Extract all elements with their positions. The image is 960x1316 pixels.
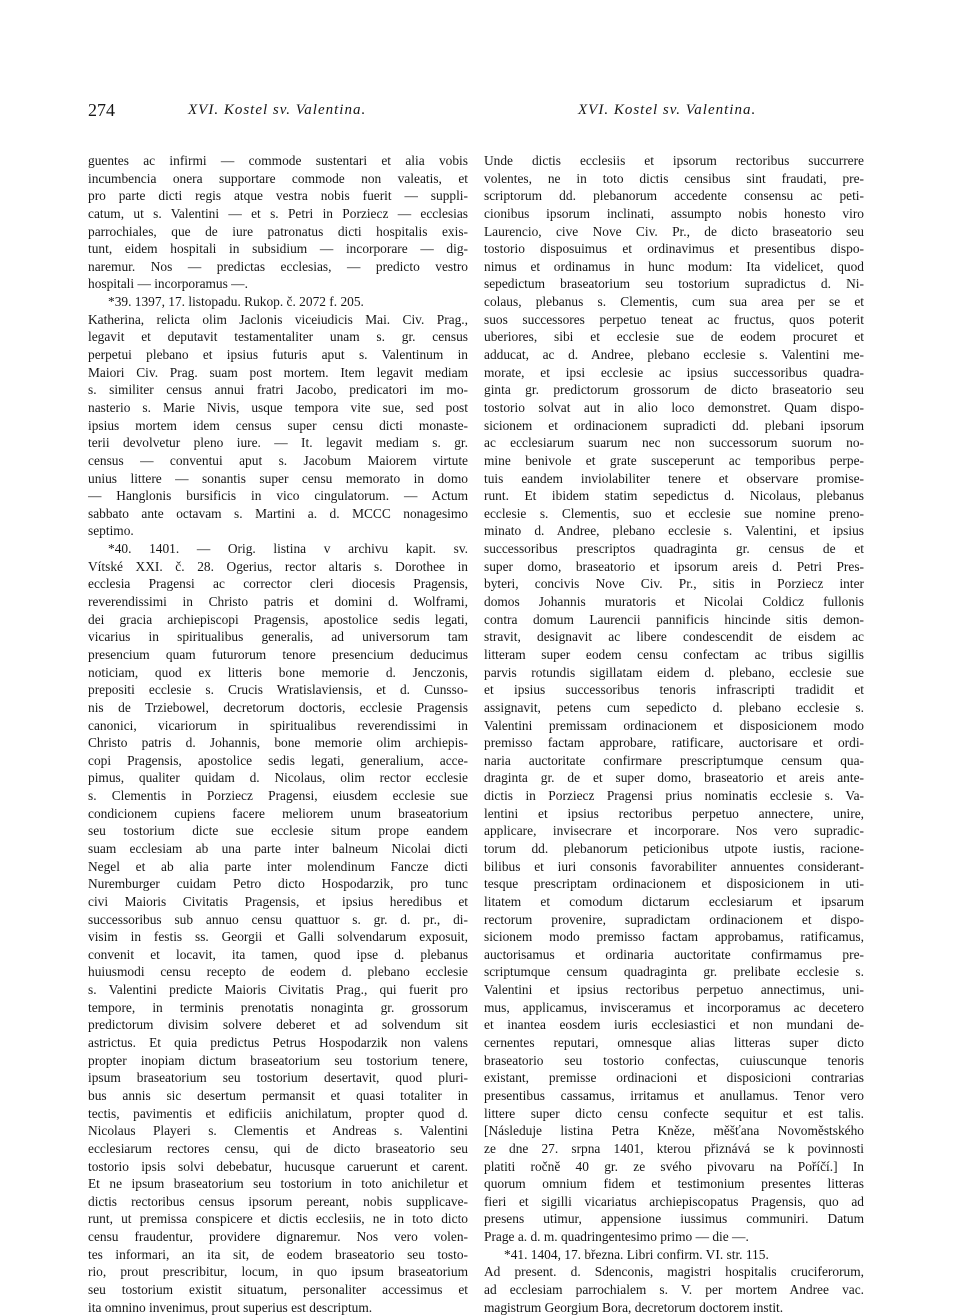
text-line: astrictus. Et quia predictus Petrus Hospodarzik non valens bbox=[88, 1035, 468, 1051]
text-line: lentini et ipsius rectoribus perpetuo annectere, unire, bbox=[484, 805, 864, 821]
text-line: minato d. Andree, plebano ecclesie s. Valentini, et ipsius bbox=[484, 523, 864, 539]
text-line: Vítské XXI. č. 28. Ogerius, rector altaris s. Dorothee in bbox=[88, 558, 468, 574]
text-line: nimus et ordinamus in hunc modum: Ita videlicet, quod bbox=[484, 258, 864, 274]
text-line: hospitali — incorporamus —. bbox=[88, 276, 248, 292]
text-line: platiti ročně 40 gr. ze svého pivovaru na Poříčí.] In bbox=[484, 1158, 864, 1174]
text-line: stravit, designavit ac libere condescendit de eisdem ac bbox=[484, 629, 864, 645]
page-number: 274 bbox=[88, 100, 115, 120]
text-line: civi Maioris Civitatis Pragensis, et ipsius heredibus et bbox=[88, 893, 468, 909]
text-line: pimus, qualiter quidam d. Nicolaus, olim rector ecclesie bbox=[88, 770, 468, 786]
text-line: [Následuje listina Petra Kněze, měšťana Novoměstského bbox=[484, 1123, 864, 1139]
text-line: bus annis sic desertum permansit et quasi totaliter in bbox=[88, 1087, 468, 1103]
text-line: Ad present. d. Sdenconis, magistri hospitalis cruciferorum, bbox=[484, 1264, 864, 1280]
text-line: runt. Et ibidem statim sepedictus d. Nicolaus, plebanus bbox=[484, 488, 864, 504]
text-line: dei gracia archiepiscopi Pragensis, apostolice sedis legati, bbox=[88, 611, 468, 627]
text-line: census — conventui aput s. Jacobum Maiorem virtute bbox=[88, 452, 468, 468]
text-line: Valentini premissam ordinacionem et disposicionem modo bbox=[484, 717, 864, 733]
text-line: huiusmodi censu recepto de eodem d. plebano ecclesie bbox=[88, 964, 468, 980]
text-line: tostorio solvat aut in alio loco demonstret. Quam dispo- bbox=[484, 399, 864, 415]
text-line: ecclesie s. Clementis, suo et ecclesie sue nomine preno- bbox=[484, 505, 864, 521]
text-line: litteram super eodem censu confectam ac tribus sigillis bbox=[484, 646, 864, 662]
text-line: Nuremburger cuidam Petro dicto Hospodarzik, pro tunc bbox=[88, 876, 468, 892]
text-line: ipsius mortem idem census super censu dicti monaste- bbox=[88, 417, 468, 433]
text-line: tostorio ipsis solvi debebatur, hucusque caruerunt et carent. bbox=[88, 1158, 468, 1174]
text-line: convenit et locavit, ita tamen, quod ipse d. plebanus bbox=[88, 946, 468, 962]
text-line: littere super dicto censu confecte sequitur et est talis. bbox=[484, 1105, 864, 1121]
text-line: mine benivole et grate susceperunt ac temporibus perpe- bbox=[484, 452, 864, 468]
right-text-column bbox=[484, 152, 864, 1316]
text-line: predictorum divisim solvere deberet et ad solvendum sit bbox=[88, 1017, 468, 1033]
text-line: ecclesia Pragensi ac corrector cleri diocesis Pragensis, bbox=[88, 576, 468, 592]
text-line: nasterio s. Marie Nivis, usque tempora vite sue, sed post bbox=[88, 399, 468, 415]
text-line: guentes ac infirmi — commode sustentari et alia vobis bbox=[88, 153, 468, 168]
text-line: s. similiter census annui fratri Jacobo, predicatori im mo- bbox=[88, 382, 468, 398]
text-line: rectorum provenire, supradictam ordinacionem et dispo- bbox=[484, 911, 864, 927]
text-line: presens utimur, appensione iussimus communiri. Datum bbox=[484, 1211, 864, 1227]
text-line: — Hanglonis bursificis in vico cingulatorum. — Actum bbox=[88, 488, 468, 504]
text-line: litatem et comodum dictarum ecclesiarum et ipsarum bbox=[484, 893, 864, 909]
text-line: Laurencio, cive Nove Civ. Pr., de dicto braseatorio seu bbox=[484, 223, 864, 239]
text-line: terii devolvetur pleno iure. — It. legavit mediam s. gr. bbox=[88, 435, 468, 451]
text-line: braseatorio seu tostorio confectas, cuiuscunque tenoris bbox=[484, 1052, 864, 1068]
text-line: seu tostorium dicte sue ecclesie situm prope eandem bbox=[88, 823, 468, 839]
text-line: parvis rotundis sigillatam eidem d. plebano, ecclesie sue bbox=[484, 664, 864, 680]
text-line: s. Clementis in Porziecz Pragensi, eiusdem ecclesie sue bbox=[88, 788, 468, 804]
text-line: volentes, ne in toto dictis censibus sint fraudati, pre- bbox=[484, 170, 864, 186]
text-line: copi Pragensis, apostolice sedis legati, generalium, acce- bbox=[88, 752, 468, 768]
text-line: bilibus et iuri consonis favorabiliter annuentes considerant- bbox=[484, 858, 864, 874]
text-line: et ipsius successoribus tenoris infrascripti tradidit et bbox=[484, 682, 864, 698]
text-line: magistrum Georgium Bora, decretorum doctorem instit. bbox=[484, 1299, 784, 1315]
text-line: morate, et ipsi ecclesie ac ipsius successoribus quadra- bbox=[484, 364, 864, 380]
text-line: auctorisamus et ordinaria auctoritate confirmamus pre- bbox=[484, 946, 864, 962]
left-text-column bbox=[88, 152, 468, 1316]
text-line: ac ecclesiarum suarum nec non successorum suorum no- bbox=[484, 435, 864, 451]
text-line: ita omnino invenimus, prout superius est descriptum. bbox=[88, 1299, 373, 1315]
text-line: sicionem modo premisso factam approbamus, ratificamus, bbox=[484, 929, 864, 945]
text-line: ipsum braseatorium seu tostorium desertavit, quod pluri- bbox=[88, 1070, 468, 1086]
text-line: tesque prescriptam ordinacionem et disposicionem in uti- bbox=[484, 876, 864, 892]
text-line: ad ecclesiam parrochialem s. V. per mortem Andree vac. bbox=[484, 1282, 864, 1297]
text-line: catum, ut s. Valentini — et s. Petri in Porziecz — ecclesias bbox=[88, 205, 468, 221]
text-line: legavit et deputavit testamentaliter unam s. gr. census bbox=[88, 329, 468, 345]
text-line: draginta gr. de et super domo, braseatorio et areis ante- bbox=[484, 770, 864, 786]
text-line: existant, premisse ordinacioni et disposicioni contrarias bbox=[484, 1070, 864, 1086]
text-line: sicionem et ordinacionem supradicti dd. plebani ipsorum bbox=[484, 417, 864, 433]
text-line: scriptumque censum quadraginta gr. prelibate ecclesie s. bbox=[484, 964, 864, 980]
text-line: runt, ut premissa conspicere et dictis ecclesiis, ne in toto dicto bbox=[88, 1211, 468, 1227]
text-line: tectis, pavimentis et edificiis anichilatum, propter quod d. bbox=[88, 1105, 468, 1121]
text-line: *40. 1401. — Orig. listina v archivu kapit. sv. bbox=[108, 541, 468, 557]
text-line: parrochiales, que de iure patronatus dicti hospitalis exis- bbox=[88, 223, 468, 239]
text-line: applicare, invisecrare et incorporare. Nos vero supradic- bbox=[484, 823, 864, 839]
text-line: naremur. Nos — predictas ecclesias, — predicto vestro bbox=[88, 258, 468, 274]
text-line: contra domum Laurencii pannificis hincinde sitis demon- bbox=[484, 611, 864, 627]
text-line: *41. 1404, 17. března. Libri confirm. VI. str. 115. bbox=[504, 1246, 769, 1262]
text-line: suos successores perpetuo teneat ac fructus, quos poterit bbox=[484, 311, 864, 327]
text-line: visim in festis ss. Georgii et Galli solvendarum exposuit, bbox=[88, 929, 468, 945]
text-line: ecclesiarum rectores censu, qui de dicto braseatorio seu bbox=[88, 1140, 468, 1156]
text-line: sepedictum braseatorium seu tostorium supradictus d. Ni- bbox=[484, 276, 864, 292]
text-line: reverendissimi in Christo patris et domini d. Wolframi, bbox=[88, 594, 468, 610]
text-line: tuis eandem inviolabiliter tenere et observare promise- bbox=[484, 470, 864, 486]
text-line: Prage a. d. m. quadringentesimo primo — die —. bbox=[484, 1229, 749, 1245]
text-line: et inantea eosdem iuris ecclesiastici et non mundani de- bbox=[484, 1017, 864, 1033]
text-line: cernentes reputari, omnesque alias litteras super dicto bbox=[484, 1035, 864, 1051]
text-line: colaus, plebanus s. Clementis, cum sua area per se et bbox=[484, 294, 864, 310]
text-line: septimo. bbox=[88, 523, 134, 539]
text-line: domos Johannis muratoris et Nicolai Coldicz fullonis bbox=[484, 594, 864, 610]
text-line: uberiores, sibi et ecclesie sue de eodem procuret et bbox=[484, 329, 864, 345]
text-line: Maiori Civ. Prag. suam post mortem. Item legavit mediam bbox=[88, 364, 468, 380]
text-line: byteri, concivis Nove Civ. Pr., sitis in Porziecz inter bbox=[484, 576, 864, 592]
text-line: quorum omnium fidem et testimonium presentes litteras bbox=[484, 1176, 864, 1192]
page-header bbox=[88, 100, 888, 130]
text-line: mus, applicamus, invisceramus et incorporamus ac decetero bbox=[484, 999, 864, 1015]
text-line: tempore, in terminis prenotatis nonaginta gr. grossorum bbox=[88, 999, 468, 1015]
text-line: rio, prout prescribitur, locum, in quo ipsum braseatorium bbox=[88, 1264, 468, 1280]
text-line: canonici, vicariorum in spiritualibus reverendissimi in bbox=[88, 717, 468, 733]
text-line: sabbato ante octavam s. Martini a. d. MCCC nonagesimo bbox=[88, 505, 468, 521]
text-line: adducat, ac d. Andree, plebano ecclesie s. Valentini me- bbox=[484, 347, 864, 363]
text-line: premisso factam approbare, ratificare, auctorisare et ordi- bbox=[484, 735, 864, 751]
text-line: suam ecclesiam ab una parte inter balneum Nicolai dicti bbox=[88, 840, 468, 856]
text-line: Unde dictis ecclesiis et ipsorum rectoribus succurrere bbox=[484, 153, 864, 168]
text-line: tes informari, an ita sit, de eodem braseatorio seu tosto- bbox=[88, 1246, 468, 1262]
text-line: presencium quam futurorum tenore presencium deducimus bbox=[88, 646, 468, 662]
text-line: dictis rectoribus census ipsorum pereant, nobis supplicave- bbox=[88, 1193, 468, 1209]
text-line: Nicolaus Playeri s. Clementis et Andreas s. Valentini bbox=[88, 1123, 468, 1139]
text-line: prepositi ecclesie s. Crucis Wratislaviensis, et d. Cunsso- bbox=[88, 682, 468, 698]
text-line: *39. 1397, 17. listopadu. Rukop. č. 2072 f. 205. bbox=[108, 294, 364, 310]
text-line: censu fraudentur, providere dignaremur. Nos vero volen- bbox=[88, 1229, 468, 1245]
text-line: noticiam, quod ex litteris bone memorie d. Jenczonis, bbox=[88, 664, 468, 680]
text-line: presentibus cassamus, irritamus et anullamus. Tenor vero bbox=[484, 1087, 864, 1103]
text-line: cionibus ipsorum inclinati, assumpto nobis honesto viro bbox=[484, 205, 864, 221]
text-line: vicarius in spiritualibus generalis, ad universorum tam bbox=[88, 629, 468, 645]
text-line: tostorio disposuimus et ordinavimus et presentibus dispo- bbox=[484, 241, 864, 257]
text-line: torum dd. plebanorum peticionibus utpote iustis, racione- bbox=[484, 840, 864, 856]
text-line: unius littere — sonantis super censu memorato in domo bbox=[88, 470, 468, 486]
text-line: fieri et sigilli vicariatus archiepiscopatus Pragensis, quo ad bbox=[484, 1193, 864, 1209]
text-line: seu tostorium existit situatum, personaliter accessimus et bbox=[88, 1282, 468, 1297]
running-head-right: XVI. Kostel sv. Valentina. bbox=[578, 102, 757, 118]
text-line: condicionem cupiens facere meliorem unum braseatorium bbox=[88, 805, 468, 821]
text-line: scriptorum dd. plebanorum accedente consensu ac peti- bbox=[484, 188, 864, 204]
text-line: assignavit, petens cum sepedicto d. plebano ecclesie s. bbox=[484, 699, 864, 715]
text-line: s. Valentini predicte Maioris Civitatis Prag., qui fuerit pro bbox=[88, 982, 468, 998]
text-line: Valentini et ipsius rectoribus perpetuo annectimus, uni- bbox=[484, 982, 864, 998]
text-line: naria auctoritate confirmare prescriptumque censum qua- bbox=[484, 752, 864, 768]
text-line: tunt, eidem hospitali in subsidium — incorporare — dig- bbox=[88, 241, 468, 257]
text-line: nis de Trziebowel, decretorum doctoris, ecclesie Pragensis bbox=[88, 699, 468, 715]
text-line: Katherina, relicta olim Jaclonis viceiudicis Mai. Civ. Prag., bbox=[88, 311, 468, 327]
text-line: super domo, braseatorio et ipsorum areis d. Petri Pres- bbox=[484, 558, 864, 574]
text-line: successoribus prescriptos quadraginta gr. census de et bbox=[484, 541, 864, 557]
text-line: pro parte dicti regis atque vestra nobis fuerit — suppli- bbox=[88, 188, 468, 204]
text-line: successoribus sub annuo censu quattuor s. gr. d. pr., di- bbox=[88, 911, 468, 927]
text-line: dictis in Porziecz Pragensi prius nominatis ecclesie s. Va- bbox=[484, 788, 864, 804]
text-line: propter inopiam dictum braseatorium seu tostorium tenere, bbox=[88, 1052, 468, 1068]
text-line: Et ne ipsum braseatorium seu tostorium in toto anichiletur et bbox=[88, 1176, 468, 1192]
text-line: perpetui plebano et ipsius futuris aput s. Valentinum in bbox=[88, 347, 468, 363]
running-head-left: XVI. Kostel sv. Valentina. bbox=[188, 102, 367, 118]
text-line: incumbencia onera supportare commode non valeatis, et bbox=[88, 170, 468, 186]
text-line: ginta gr. predictorum grossorum de dicto braseatorio seu bbox=[484, 382, 864, 398]
text-line: Negel et ab alia parte inter molendinum Fancze dicti bbox=[88, 858, 468, 874]
text-line: ze dne 27. srpna 1401, kterou přiznává se k povinnosti bbox=[484, 1140, 864, 1156]
text-line: Christo patris d. Johannis, bone memorie olim archiepis- bbox=[88, 735, 468, 751]
